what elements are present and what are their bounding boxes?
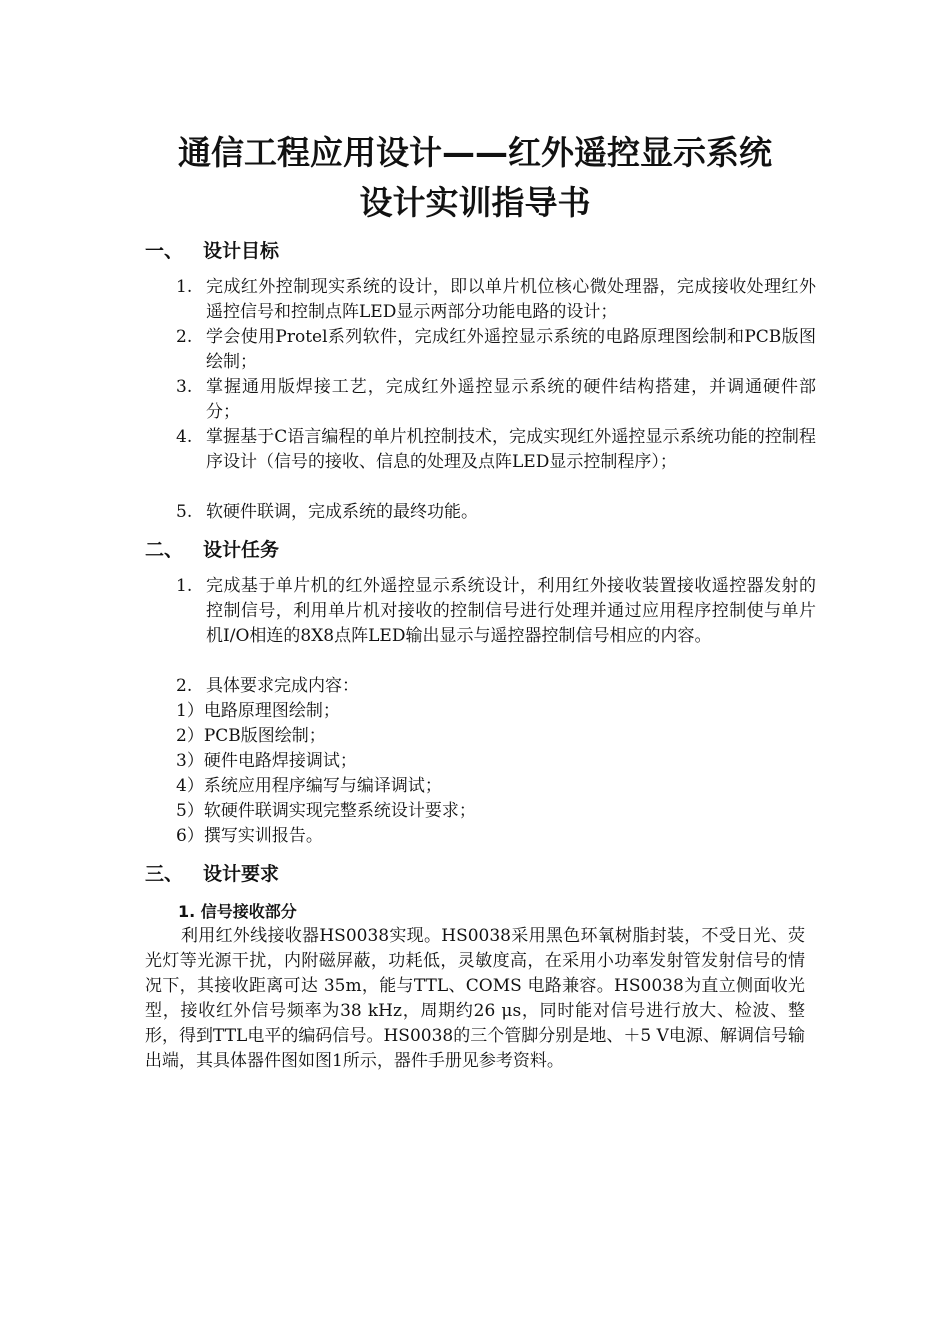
sub-list-item: 4）系统应用程序编写与编译调试； bbox=[176, 776, 442, 796]
section-title: 设计要求 bbox=[203, 863, 280, 885]
list-item bbox=[176, 375, 816, 425]
list-item-text: 学会使用Protel系列软件，完成红外遥控显示系统的电路原理图绘制和PCB版图绘制； bbox=[206, 327, 816, 372]
list-item-text: 完成基于单片机的红外遥控显示系统设计，利用红外接收装置接收遥控器发射的控制信号，利用单片机对接收的控制信号进行处理并通过应用程序控制使与单片机I/O相连的8X8点阵LED输出显示与遥控器控制信号相应的内容。 bbox=[206, 576, 816, 646]
sub-list-item: 1）电路原理图绘制； bbox=[176, 701, 340, 721]
sub-list-item: 3）硬件电路焊接调试； bbox=[176, 751, 357, 771]
list-item bbox=[176, 674, 816, 699]
document-title-line2: 设计实训指导书 bbox=[359, 183, 591, 222]
section-number: 二、 bbox=[145, 539, 184, 561]
list-item-text: 软硬件联调，完成系统的最终功能。 bbox=[206, 502, 478, 522]
list-item-text: 具体要求完成内容： bbox=[206, 676, 359, 696]
subsection-heading: 1. 信号接收部分 bbox=[178, 902, 297, 921]
sub-list-item: 2）PCB版图绘制； bbox=[176, 726, 326, 746]
section-number: 三、 bbox=[145, 863, 184, 885]
list-item-number: 3. bbox=[176, 377, 193, 397]
list-item-number: 5. bbox=[176, 502, 193, 522]
body-paragraph: 利用红外线接收器HS0038实现。HS0038采用黑色环氧树脂封装，不受日光、荧光灯等光源干扰，内附磁屏蔽，功耗低，灵敏度高，在采用小功率发射管发射信号的情况下，其接收距离可达 35m，能与TTL、COMS 电路兼容。HS0038为直立侧面收光型，接收红外信号频率为38 kHz，周期约26 μs，同时能对信号进行放大、检波、整形，得到TTL电平的编码信号。HS0038的三个管脚分别是地、＋5 V电源、解调信号输出端，其具体器件图如图1所示，器件手册见参考资料。 bbox=[145, 926, 805, 1071]
section-heading-goals bbox=[145, 238, 279, 264]
list-item bbox=[176, 425, 816, 475]
section-title: 设计目标 bbox=[203, 240, 280, 262]
list-item bbox=[176, 500, 816, 525]
list-item bbox=[176, 325, 816, 375]
list-item-text: 掌握通用版焊接工艺，完成红外遥控显示系统的硬件结构搭建，并调通硬件部分； bbox=[206, 377, 816, 422]
document-title-line1: 通信工程应用设计——红外遥控显示系统 bbox=[178, 133, 772, 172]
section-heading-requirements bbox=[145, 861, 279, 887]
section-heading-tasks bbox=[145, 537, 279, 563]
list-item bbox=[176, 574, 816, 649]
sub-list-item: 6）撰写实训报告。 bbox=[176, 826, 323, 846]
list-item-number: 2. bbox=[176, 676, 193, 696]
list-item-number: 2. bbox=[176, 327, 193, 347]
list-item-text: 完成红外控制现实系统的设计，即以单片机位核心微处理器，完成接收处理红外遥控信号和控制点阵LED显示两部分功能电路的设计； bbox=[206, 277, 816, 322]
sub-list-item: 5）软硬件联调实现完整系统设计要求； bbox=[176, 801, 476, 821]
list-item-number: 4. bbox=[176, 427, 193, 447]
list-item bbox=[176, 275, 816, 325]
list-item-number: 1. bbox=[176, 576, 193, 596]
list-item-number: 1. bbox=[176, 277, 193, 297]
section-number: 一、 bbox=[145, 240, 184, 262]
section-title: 设计任务 bbox=[203, 539, 280, 561]
list-item-text: 掌握基于C语言编程的单片机控制技术，完成实现红外遥控显示系统功能的控制程序设计（信号的接收、信息的处理及点阵LED显示控制程序）； bbox=[206, 427, 816, 472]
